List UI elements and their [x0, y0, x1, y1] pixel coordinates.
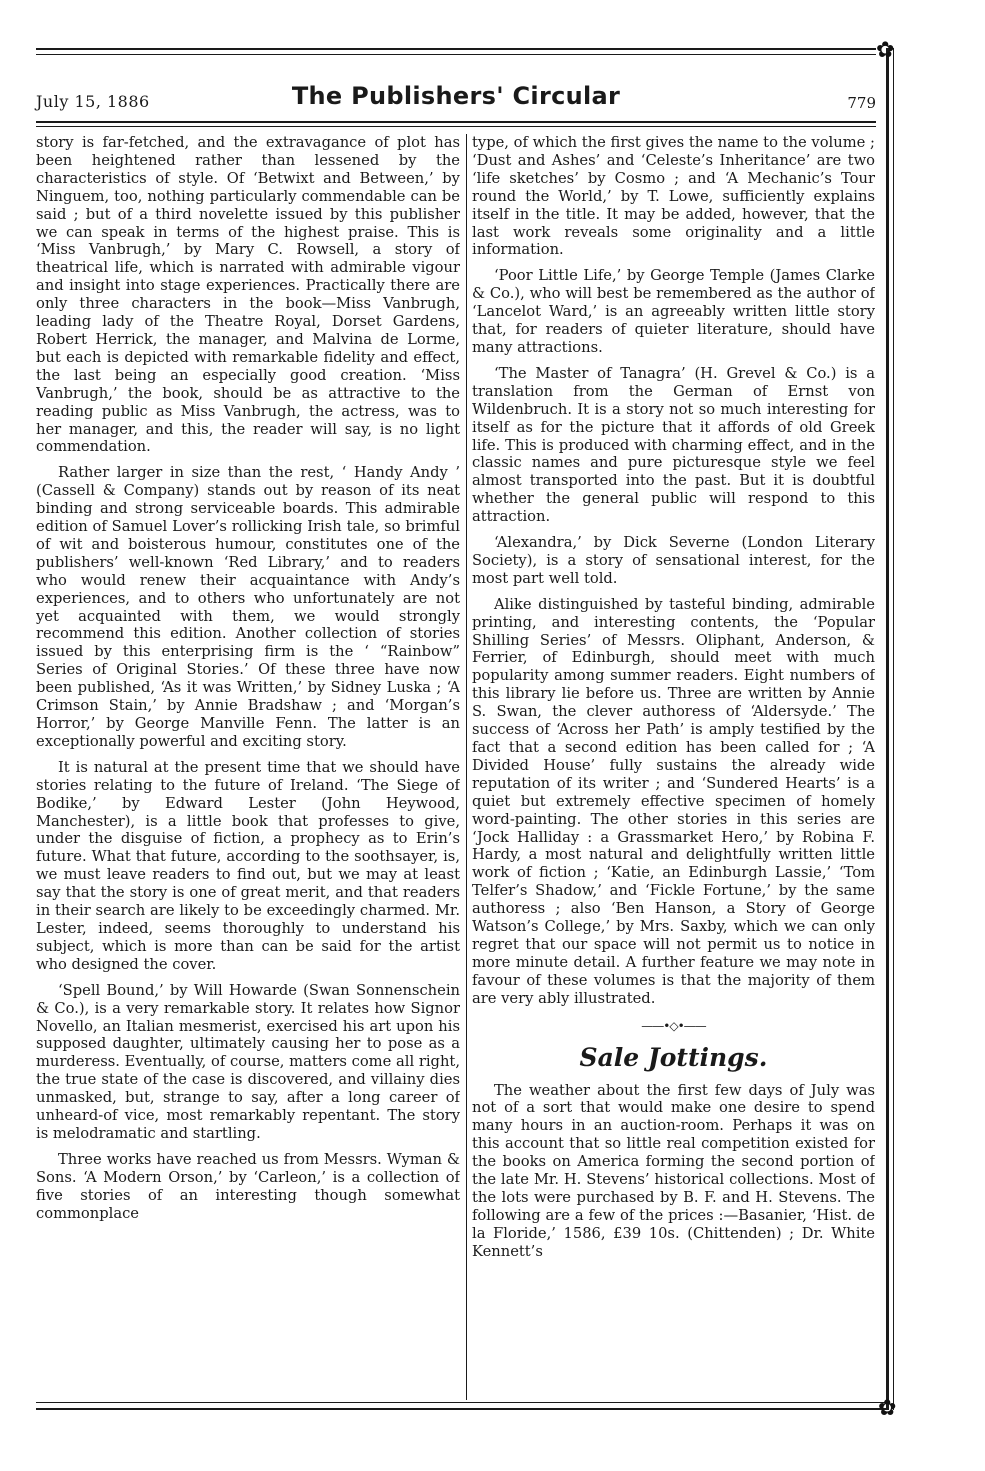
issue-date: July 15, 1886 [36, 92, 150, 111]
floral-ornament-icon: ✿ [878, 1396, 897, 1421]
article-paragraph: type, of which the first gives the name to the volume ; ‘Dust and Ashes’ and ‘Celeste’s Inheritance’ are two ‘life sketches’ by Cosmo ; and ‘A Mechanic’s Tour round the World,’ by T. Lowe, sufficiently explains itself in the title. It may be added, however, that the last work reveals some originality and a little information. [472, 134, 875, 259]
article-paragraph: Rather larger in size than the rest, ‘ Handy Andy ’ (Cassell & Company) stands out by reason of its neat binding and strong serviceable boards. This admirable edition of Samuel Lover’s rollicking Irish tale, so brimful of wit and boisterous humour, constitutes one of the publishers’ well-known ‘Red Library,’ and to readers who would renew their acquaintance with Andy’s experiences, and to others who unfortunately are not yet acquainted with them, we would strongly recommend this edition. Another collection of stories issued by this enterprising firm is the ‘ “Rainbow” Series of Original Stories.’ Of these three have now been published, ‘As it was Written,’ by Sidney Luska ; ‘A Crimson Stain,’ by Annie Bradshaw ; and ‘Morgan’s Horror,’ by George Manville Fenn. The latter is an exceptionally powerful and exciting story. [36, 464, 460, 750]
top-border-rule-thin [36, 54, 876, 55]
article-paragraph: Three works have reached us from Messrs. Wyman & Sons. ‘A Modern Orson,’ by ‘Carleon,’ is a collection of five stories of an interesting though somewhat commonplace [36, 1150, 460, 1222]
article-paragraph: ‘Poor Little Life,’ by George Temple (James Clarke & Co.), who will best be remembered as the author of ‘Lancelot Ward,’ is an agreeably written little story that, for readers of quieter literature, should have many attractions. [472, 267, 875, 356]
article-paragraph: Alike distinguished by tasteful binding, admirable printing, and interesting contents, the ‘Popular Shilling Series’ of Messrs. Oliphant, Anderson, & Ferrier, of Edinburgh, should meet with much popularity among summer readers. Eight numbers of this library lie before us. Three are written by Annie S. Swan, the clever authoress of ‘Aldersyde.’ The success of ‘Across her Path’ is amply testified by the fact that a second edition has been called for ; ‘A Divided House’ fully sustains the already wide reputation of its writer ; and ‘Sundered Hearts’ is a quiet but extremely effective specimen of homely word-painting. The other stories in this series are ‘Jock Halliday : a Grassmarket Hero,’ by Robina F. Hardy, a most natural and delightfully written little work of fiction ; ‘Katie, an Edinburgh Lassie,’ ‘Tom Telfer’s Shadow,’ and ‘Fickle Fortune,’ by the same authoress ; also ‘Ben Hanson, a Story of George Watson’s College,’ by Mrs. Saxby, which we can only regret that our space will not permit us to notice in more minute detail. A further feature we may note in favour of these volumes is that the majority of them are very ably illustrated. [472, 595, 875, 1007]
floral-ornament-icon: ✿ [876, 38, 895, 63]
article-paragraph: story is far-fetched, and the extravagance of plot has been heightened rather than lessened by the characteristics of style. Of ‘Betwixt and Between,’ by Ninguem, too, nothing particularly commendable can be said ; but of a third novelette issued by this publisher we can speak in terms of the highest praise. This is ‘Miss Vanbrugh,’ by Mary C. Rowsell, a story of theatrical life, which is narrated with admirable vigour and insight into stage experiences. Practically there are only three characters in the book—Miss Vanbrugh, leading lady of the Theatre Royal, Dorset Gardens, Robert Herrick, the manager, and Malvina de Lorme, but each is depicted with remarkable fidelity and effect, the last being an especially good creation. ‘Miss Vanbrugh,’ the book, should be as attractive to the reading public as Miss Vanbrugh, the actress, was to her manager, and this, the reader will say, is no light commendation. [36, 134, 460, 456]
section-heading: Sale Jottings. [579, 1042, 768, 1072]
right-border-rule-thin [893, 48, 894, 1410]
article-paragraph: It is natural at the present time that we should have stories relating to the future of Ireland. ‘The Siege of Bodike,’ by Edward Lester (John Heywood, Manchester), is a little book that professes to give, under the disguise of fiction, a prophecy as to Erin’s future. What that future, according to the soothsayer, is, we must leave readers to find out, but we may at least say that the story is one of great merit, and that readers in their search are likely to be exceedingly charmed. Mr. Lester, indeed, seems thoroughly to understand his subject, which is more than can be said for the artist who designed the cover. [36, 758, 460, 973]
article-paragraph: ‘Spell Bound,’ by Will Howarde (Swan Sonnenschein & Co.), is a very remarkable story. It relates how Signor Novello, an Italian mesmerist, exercised his art upon his supposed daughter, ultimately causing her to pose as a murderess. Eventually, of course, matters come all right, the true state of the case is discovered, and villainy dies unmasked, but, strange to say, after a long career of unheard-of vice, most remarkably repentant. The story is melodramatic and startling. [36, 981, 460, 1142]
right-column [472, 134, 875, 1452]
page-number: 779 [847, 94, 876, 112]
right-border-rule [886, 48, 889, 1410]
article-paragraph: ‘Alexandra,’ by Dick Severne (London Literary Society), is a story of sensational interest, for the most part well told. [472, 534, 875, 587]
article-paragraph: ‘The Master of Tanagra’ (H. Grevel & Co.) is a translation from the German of Ernst von Wildenbruch. It is a story not so much interesting for itself as for the picture that it affords of old Greek life. This is produced with charming effect, and in the classic names and pure picturesque style we feel almost transported into the past. But it is doubtful whether the general public will respond to this attraction. [472, 364, 875, 526]
section-divider: ——•◇•—— [641, 1018, 706, 1033]
publication-title: The Publishers' Circular [291, 82, 621, 110]
header-rule-thin [36, 126, 876, 127]
header-rule [36, 121, 876, 123]
article-paragraph: The weather about the first few days of July was not of a sort that would make one desire to spend many hours in an auction-room. Perhaps it was on this account that so little real competition existed for the books on America forming the second portion of the late Mr. H. Stevens’ historical collections. Most of the lots were purchased by B. F. and H. Stevens. The following are a few of the prices :—Basanier, ‘Hist. de la Floride,’ 1586, £39 10s. (Chittenden) ; Dr. White Kennett’s [472, 1081, 875, 1260]
top-border-rule [36, 48, 876, 50]
page-header [36, 82, 876, 118]
left-column [36, 134, 460, 1452]
column-divider [466, 134, 467, 1400]
